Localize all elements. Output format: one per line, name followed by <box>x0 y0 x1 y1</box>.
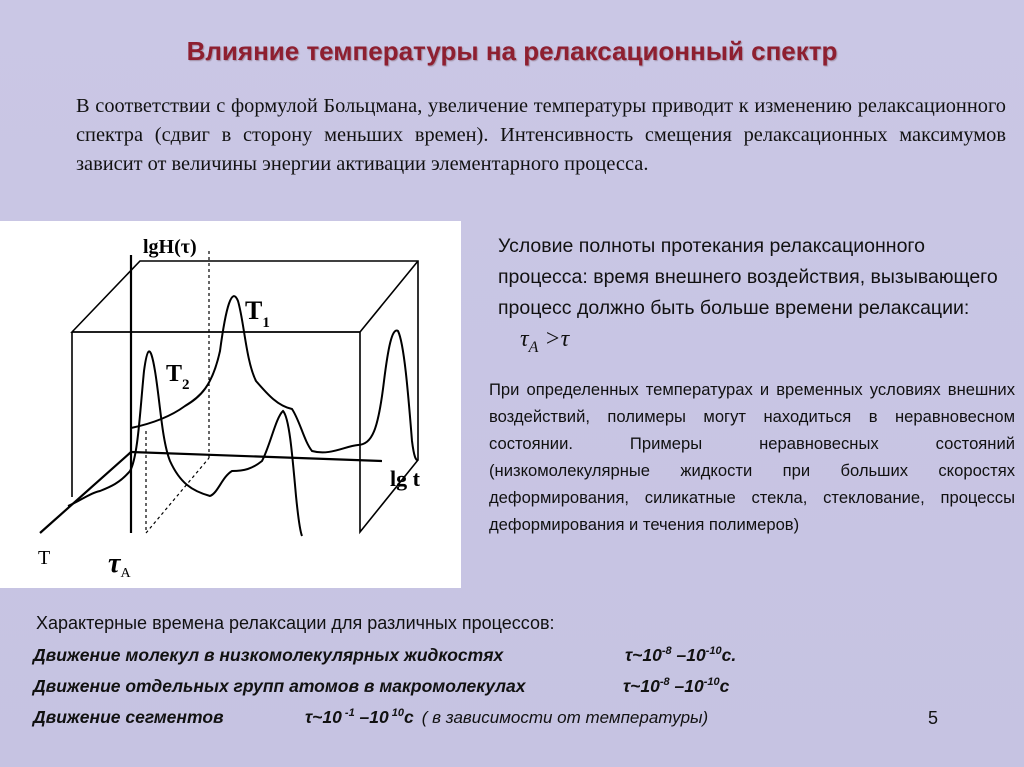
time-row-label: Движение сегментов <box>33 707 224 727</box>
time-row-label: Движение молекул в низкомолекулярных жидкостях <box>33 645 504 665</box>
time-row <box>33 676 730 697</box>
page-number: 5 <box>928 708 939 728</box>
depth-axis-label: T <box>38 547 51 569</box>
time-row-value: $\tau\sim 10^{-8}$ $-10^{-10}с$. <box>625 645 737 665</box>
time-row-value: τ~10 $^{-1}$ –10 $^{10}$с ( в зависимости от температуры) <box>305 707 709 727</box>
intro-paragraph: В соответствии с формулой Больцмана, увеличение температуры приводит к изменению релаксационного спектра (сдвиг в сторону меньших времен). Интенсивность смещения релаксационных максимумов зависит от величины энергии активации элементарного процесса. <box>76 95 1006 175</box>
condition-formula: $\tau_A >\tau$ <box>520 326 570 356</box>
tau-a-label: τA <box>108 548 131 581</box>
time-row <box>33 707 709 728</box>
time-row <box>33 645 737 666</box>
curve-t1-label: $T_1$ <box>245 296 270 331</box>
time-row-label: Движение отдельных групп атомов в макромолекулах <box>33 676 526 696</box>
completeness-condition <box>498 231 998 363</box>
nonequilibrium-paragraph: При определенных температурах и временных условиях внешних воздействий, полимеры могут находиться в неравновесном состоянии. Примеры неравновесных состояний (низкомолекулярные жидкости при больших скоростях деформирования, силикатные стекла, стеклование, процессы деформирования и течения полимеров) <box>489 380 1015 534</box>
curve-t2-label: $T_2$ <box>166 361 190 393</box>
time-row-note: ( в зависимости от температуры) <box>421 708 709 727</box>
relaxation-spectrum-figure <box>0 221 461 588</box>
x-axis-label: lg t <box>390 466 420 491</box>
time-row-value: $\tau\sim 10^{-8}$ $-10^{-10}с$ <box>623 676 730 696</box>
depth-axis <box>40 452 131 533</box>
tau-guides <box>146 251 209 533</box>
slide-title: Влияние температуры на релаксационный спектр <box>186 36 838 66</box>
spectrum-diagram <box>0 221 461 588</box>
relaxation-times-heading: Характерные времена релаксации для различных процессов: <box>36 613 555 633</box>
condition-text: Условие полноты протекания релаксационного процесса: время внешнего воздействия, вызывающего процесс должно быть больше времени релаксации: <box>498 235 998 319</box>
y-axis-label: lgH(τ) <box>143 236 197 258</box>
